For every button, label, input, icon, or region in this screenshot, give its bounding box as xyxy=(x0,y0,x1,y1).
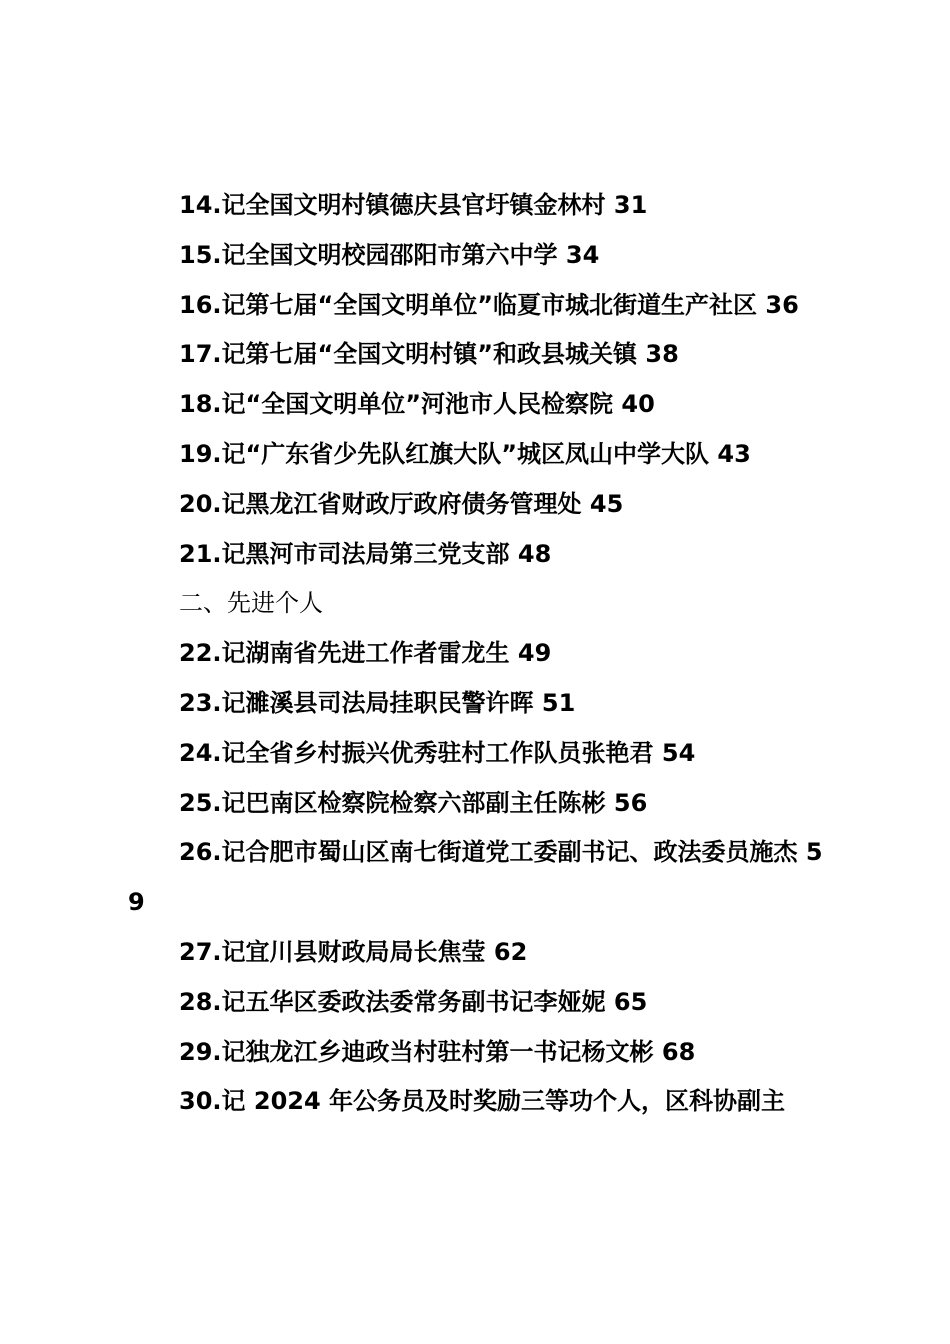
toc-entry-22: 22.记湖南省先进工作者雷龙生 49 xyxy=(179,639,552,668)
toc-entry-27: 27.记宜川县财政局局长焦莹 62 xyxy=(179,937,528,966)
toc-entry-30: 30.记 2024 年公务员及时奖励三等功个人，区科协副主 xyxy=(179,1087,786,1116)
toc-entry-14: 14.记全国文明村镇德庆县官圩镇金林村 31 xyxy=(179,191,648,219)
toc-entry-20: 20.记黑龙江省财政厅政府债务管理处 45 xyxy=(179,489,624,518)
toc-entry-26: 26.记合肥市蜀山区南七街道党工委副书记、政法委员施杰 59 xyxy=(128,838,823,917)
toc-entry-18: 18.记“全国文明单位”河池市人民检察院 40 xyxy=(179,390,655,419)
toc-entry-28: 28.记五华区委政法委常务副书记李娅妮 65 xyxy=(179,987,648,1016)
toc-entry-15: 15.记全国文明校园邵阳市第六中学 34 xyxy=(179,240,600,269)
toc-entry-19: 19.记“广东省少先队红旗大队”城区凤山中学大队 43 xyxy=(179,439,751,468)
toc-entry-24: 24.记全省乡村振兴优秀驻村工作队员张艳君 54 xyxy=(179,738,696,767)
table-of-contents xyxy=(128,181,836,1127)
toc-entry-17: 17.记第七届“全国文明村镇”和政县城关镇 38 xyxy=(179,340,679,369)
toc-entry-25: 25.记巴南区检察院检察六部副主任陈彬 56 xyxy=(179,788,648,817)
section-heading-advanced-individuals: 二、先进个人 xyxy=(179,589,323,618)
toc-entry-16: 16.记第七届“全国文明单位”临夏市城北街道生产社区 36 xyxy=(179,290,799,319)
toc-entry-29: 29.记独龙江乡迪政当村驻村第一书记杨文彬 68 xyxy=(179,1037,696,1066)
toc-entry-21: 21.记黑河市司法局第三党支部 48 xyxy=(179,539,552,568)
toc-entry-23: 23.记濉溪县司法局挂职民警许晖 51 xyxy=(179,688,576,717)
